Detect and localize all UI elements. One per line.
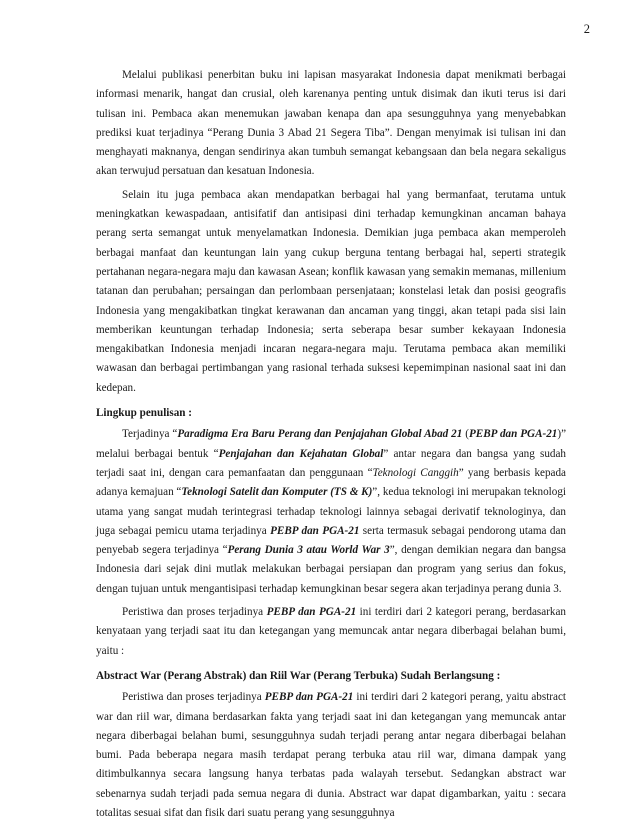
paragraph-abstract-war: Peristiwa dan proses terjadinya PEBP dan PGA-21 ini terdiri dari 2 kategori perang, yaitu abstract war dan riil war, dimana berdasarkan fakta yang terjadi saat ini dan ketegangan yang memuncak antar negara diberbagai belahan bumi, sesungguhnya sudah terjadi perang antar negara diberbagai belahan bumi. Pada beberapa negara masih terdapat perang terbuka atau riil war, dimana dampak yang ditimbulkannya secara langsung hanya terbatas pada walayah tersebut. Sedangkan abstract war sebenarnya sudah terjadi pada semua negara di dunia. Abstract war dapat digambarkan, yaitu : secara totalitas sesuai sifat dan fisik dari suatu perang yang sesungguhnya	[96, 691, 566, 819]
paragraph-scope: Terjadinya “Paradigma Era Baru Perang dan Penjajahan Global Abad 21 (PEBP dan PGA-21)” melalui berbagai bentuk “Penjajahan dan Kejahatan Global” antar negara dan bangsa yang sudah terjadi saat ini, dengan cara pemanfaatan dan penggunaan “Teknologi Canggih” yang berbasis kepada adanya kemajuan “Teknologi Satelit dan Komputer (TS & K)”, kedua teknologi ini merupakan teknologi utama yang sangat mudah terintegrasi terhadap teknologi lainnya sebagai derivatif teknologinya, dan juga sebagai pemicu utama terjadinya PEBP dan PGA-21 serta termasuk sebagai pendorong utama dan penyebab segera terjadinya “Perang Dunia 3 atau World War 3”, dengan demikian negara dan bangsa Indonesia dari sejak dini mutlak melakukan berbagai persiapan dan program yang serius dan fokus, dengan tujuan untuk mengantisipasi terhadap kemungkinan besar segera akan terjadinya perang dunia 3.	[96, 428, 567, 595]
page-number: 2	[583, 22, 590, 36]
paragraph-war-categories: Peristiwa dan proses terjadinya PEBP dan PGA-21 ini terdiri dari 2 kategori perang, berdasarkan kenyataan yang terjadi saat itu dan ketegangan yang memuncak antar negara diberbagai belahan bumi, yaitu :	[96, 606, 566, 657]
paragraph-reader-benefits: Selain itu juga pembaca akan mendapatkan berbagai hal yang bermanfaat, terutama untuk meningkatkan kewaspadaan, antisifatif dan antisipasi dini terhadap kemungkinan ancaman bahaya perang serta semangat untuk menyelamatkan Indonesia. Demikian juga pembaca akan memperoleh berbagai manfaat dan keuntungan lain yang cukup berguna tentang berbagai hal, seperti strategik pertahanan negara-negara maju dan kawasan Asean; konflik kawasan yang semakin memanas, millenium tatanan dan perubahan; persaingan dan perlombaan persenjataan; konstelasi letak dan posisi geografis Indonesia yang mengakibatkan tingkat kerawanan dan ancaman yang tinggi, akan tetapi pada sisi lain memberikan keuntungan terhadap Indonesia; serta seberapa besar sumber kekayaan Indonesia mengakibatkan Indonesia menjadi incaran negara-negara maju. Terutama pembaca akan memiliki wawasan dan berbagai pertimbangan yang rasional terhada suksesi kepemimpinan nasional saat ini dan kedepan.	[96, 188, 566, 394]
heading-abstract-war: Abstract War (Perang Abstrak) dan Riil War (Perang Terbuka) Sudah Berlangsung :	[96, 669, 501, 682]
paragraph-publication-benefits: Melalui publikasi penerbitan buku ini lapisan masyarakat Indonesia dapat menikmati berbagai informasi menarik, hangat dan crusial, oleh karenanya penting untuk disimak dan ikuti terus isi dari tulisan ini. Pembaca akan menemukan jawaban kenapa dan apa sesungguhnya yang menyebabkan prediksi kuat terjadinya “Perang Dunia 3 Abad 21 Segera Tiba”. Dengan menyimak isi tulisan ini dan menghayati maknanya, dengan sendirinya akan tumbuh semangat kebangsaan dan bela negara sekaligus akan terwujud persatuan dan kesatuan Indonesia.	[96, 69, 566, 178]
page-body	[96, 66, 566, 823]
heading-scope: Lingkup penulisan :	[96, 407, 192, 420]
